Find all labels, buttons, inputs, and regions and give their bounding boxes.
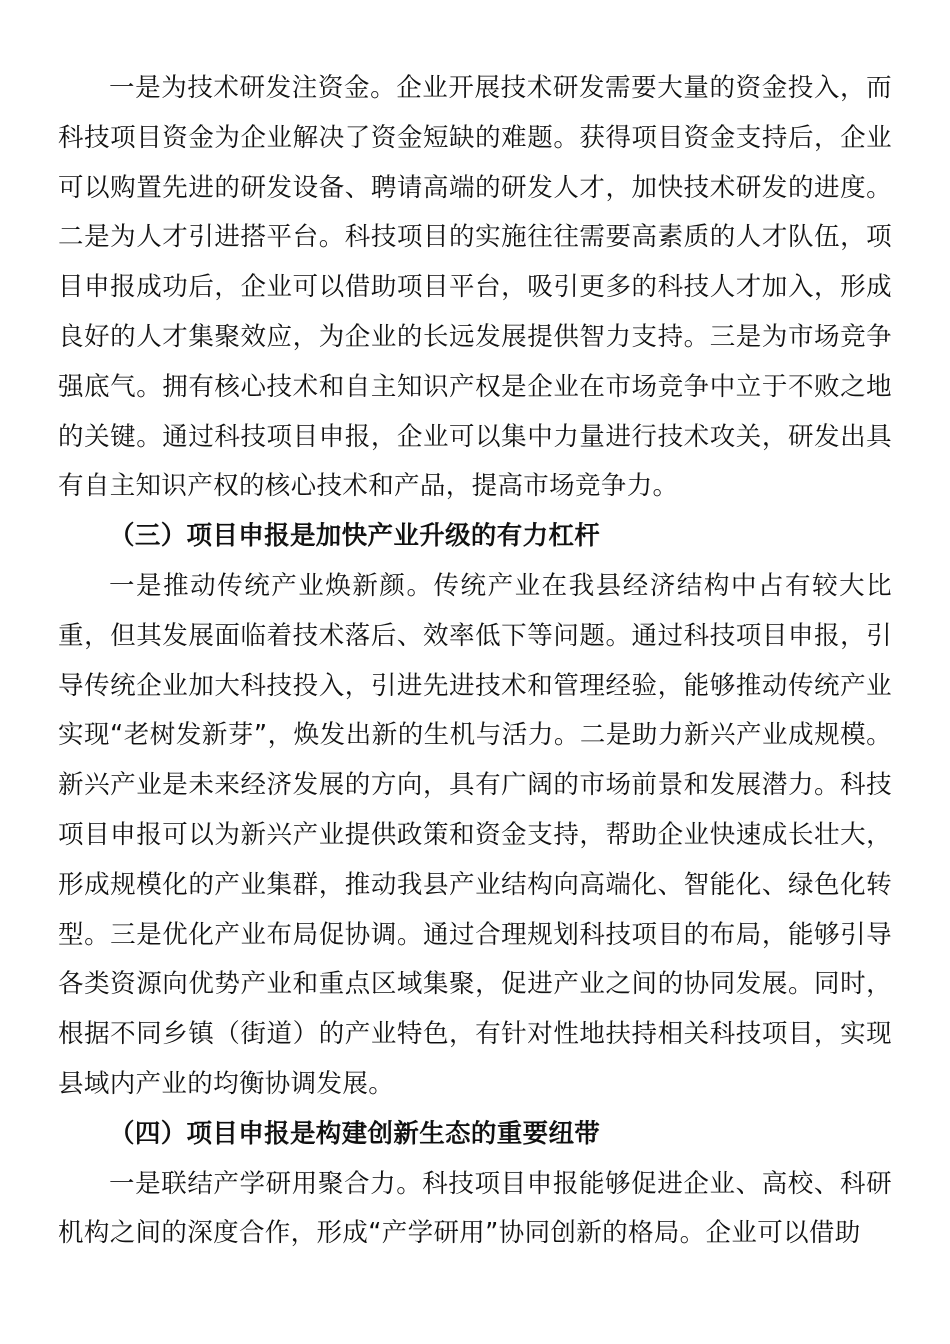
section-heading: （三）项目申报是加快产业升级的有力杠杆: [109, 521, 601, 552]
body-paragraph: 一是联结产学研用聚合力。科技项目申报能够促进企业、高校、科研机构之间的深度合作，形成“产学研用”协同创新的格局。企业可以借助: [58, 1168, 892, 1249]
section-heading: （四）项目申报是构建创新生态的重要纽带: [109, 1118, 601, 1149]
body-paragraph: 一是推动传统产业焕新颜。传统产业在我县经济结构中占有较大比重，但其发展面临着技术落后、效率低下等问题。通过科技项目申报，引导传统企业加大科技投入，引进先进技术和管理经验，能够推动传统产业实现“老树发新芽”，焕发出新的生机与活力。二是助力新兴产业成规模。新兴产业是未来经济发展的方向，具有广阔的市场前景和发展潜力。科技项目申报可以为新兴产业提供政策和资金支持，帮助企业快速成长壮大，形成规模化的产业集群，推动我县产业结构向高端化、智能化、绿色化转型。三是优化产业布局促协调。通过合理规划科技项目的布局，能够引导各类资源向优势产业和重点区域集聚，促进产业之间的协同发展。同时，根据不同乡镇（街道）的产业特色，有针对性地扶持相关科技项目，实现县域内产业的均衡协调发展。: [58, 570, 892, 1099]
body-paragraph: 一是为技术研发注资金。企业开展技术研发需要大量的资金投入，而科技项目资金为企业解决了资金短缺的难题。获得项目资金支持后，企业可以购置先进的研发设备、聘请高端的研发人才，加快技术研发的进度。二是为人才引进搭平台。科技项目的实施往往需要高素质的人才队伍，项目申报成功后，企业可以借助项目平台，吸引更多的科技人才加入，形成良好的人才集聚效应，为企业的长远发展提供智力支持。三是为市场竞争强底气。拥有核心技术和自主知识产权是企业在市场竞争中立于不败之地的关键。通过科技项目申报，企业可以集中力量进行技术攻关，研发出具有自主知识产权的核心技术和产品，提高市场竞争力。: [58, 73, 892, 502]
document-page: [58, 64, 892, 1259]
